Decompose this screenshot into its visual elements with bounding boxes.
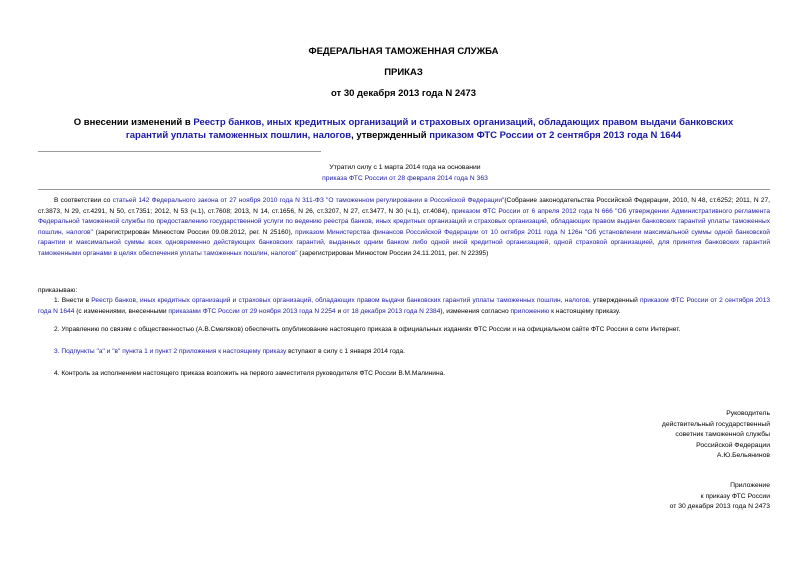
signature-block [510, 409, 770, 462]
item-text: , утвержденный [589, 297, 640, 304]
title-prefix: О внесении изменений в [73, 117, 194, 128]
divider-short [38, 151, 321, 152]
signature-line: действительный государственный [661, 420, 770, 428]
divider-full [38, 189, 770, 190]
order-666-link[interactable]: приказом ФТС России от 6 апреля 2012 года N 666 "Об утверждении Административного регламента Федеральной таможенной службы по предоставлению государственной услуги по ведению реестра банков, иных кредитных организаций и страховых организаций, обладающих правом выдачи банковских гарантий уплаты таможенных пошлин, налогов" [38, 207, 770, 236]
preamble-text: (Собрание законодательства Российской Федерации, 2010, N 48, ст.6252; 2011, N 27, ст.3873, N 29, ст.4291, N 50, ст.7351; 2012, N 53 (ч.1), ст.7608; 2013, N 14, ст.1656, N 26, ст.3207, N 27, ст.3477, N 30 (ч.1), ст.4084), [38, 197, 770, 215]
registry-link[interactable]: Реестр банков, иных кредитных организаций и страховых организаций, обладающих правом выдачи банковских гарантий уплаты таможенных пошлин, налогов [125, 117, 734, 141]
document-title [60, 116, 747, 142]
subpoints-link[interactable]: 3. Подпункты "а" и "в" пункта 1 и пункт 2 приложения к настоящему приказу [54, 348, 287, 355]
order-1644-link-2[interactable]: приказом ФТС России от 2 сентября 2013 года N 1644 [38, 297, 770, 315]
title-middle: , утвержденный [351, 130, 430, 141]
order-2254-link[interactable]: приказами ФТС России от 29 ноября 2013 года N 2254 [168, 307, 336, 315]
signatory-name: А.Ю.Бельянинов [716, 452, 770, 460]
signature-line: Российской Федерации [696, 441, 770, 449]
item-text: (с изменениями, внесенными [74, 307, 169, 315]
preamble-text: (зарегистрирован Минюстом России 09.08.2012, рег. N 25160), [92, 228, 296, 236]
registry-link-2[interactable]: Реестр банков, иных кредитных организаций и страховых организаций, обладающих правом выдачи банковских гарантий уплаты таможенных пошлин, налогов [91, 297, 590, 304]
item-text: и [335, 307, 343, 315]
repeal-note-text: Утратил силу с 1 марта 2014 года на основании [329, 164, 481, 171]
minfin-order-126n-link[interactable]: приказом Министерства финансов Российской Федерации от 10 октября 2011 года N 126н "Об установлении максимальной суммы одной банковской гарантии и максимальной суммы всех одновременно действующих банковских гарантий, выданных одним банком либо одной иной кредитной организацией, одной страховой организацией, для принятия банковских гарантий таможенными органами в целях обеспечения уплаты таможенных пошлин, налогов" [38, 228, 770, 257]
appendix-line: к приказу ФТС России [700, 492, 770, 500]
item-text: вступают в силу с 1 января 2014 года. [286, 348, 405, 355]
appendix-line: от 30 декабря 2013 года N 2473 [669, 503, 770, 511]
item-3 [38, 347, 770, 358]
item-1 [38, 296, 770, 317]
document-type: ПРИКАЗ [384, 67, 423, 78]
item-text: к настоящему приказу. [549, 307, 621, 315]
order-1644-link[interactable]: приказом ФТС России от 2 сентября 2013 года N 1644 [429, 130, 682, 141]
law-311-link[interactable]: статьей 142 Федерального закона от 27 ноября 2010 года N 311-ФЗ "О таможенном регулировании в Российской Федерации" [112, 197, 505, 204]
signature-line: Руководитель [726, 410, 770, 417]
appendix-block [510, 481, 770, 513]
item-text: ), изменения согласно [440, 307, 511, 315]
preamble-text: В соответствии со [54, 197, 113, 204]
appendix-link[interactable]: приложению [510, 307, 550, 315]
order-word: приказываю: [38, 287, 78, 294]
repeal-note [240, 162, 570, 184]
order-2384-link[interactable]: от 18 декабря 2013 года N 2384 [342, 307, 441, 315]
preamble-text: (зарегистрирован Минюстом России 24.11.2011, рег. N 22395) [297, 249, 489, 257]
preamble-paragraph [38, 196, 770, 260]
item-4: 4. Контроль за исполнением настоящего приказа возложить на первого заместителя руководителя ФТС России В.М.Малинина. [54, 370, 446, 377]
item-2: 2. Управлению по связям с общественностью (А.В.Смеляков) обеспечить опубликование настоящего приказа в официальных изданиях ФТС России и на официальном сайте ФТС России в сети Интернет. [54, 326, 681, 333]
item-text: 1. Внести в [54, 297, 92, 304]
document-date: от 30 декабря 2013 года N 2473 [330, 88, 476, 99]
agency-heading: ФЕДЕРАЛЬНАЯ ТАМОЖЕННАЯ СЛУЖБА [308, 46, 499, 57]
signature-line: советник таможенной службы [675, 431, 770, 439]
repeal-order-link[interactable]: приказа ФТС России от 28 февраля 2014 года N 363 [322, 175, 488, 182]
appendix-line: Приложение [730, 482, 770, 489]
